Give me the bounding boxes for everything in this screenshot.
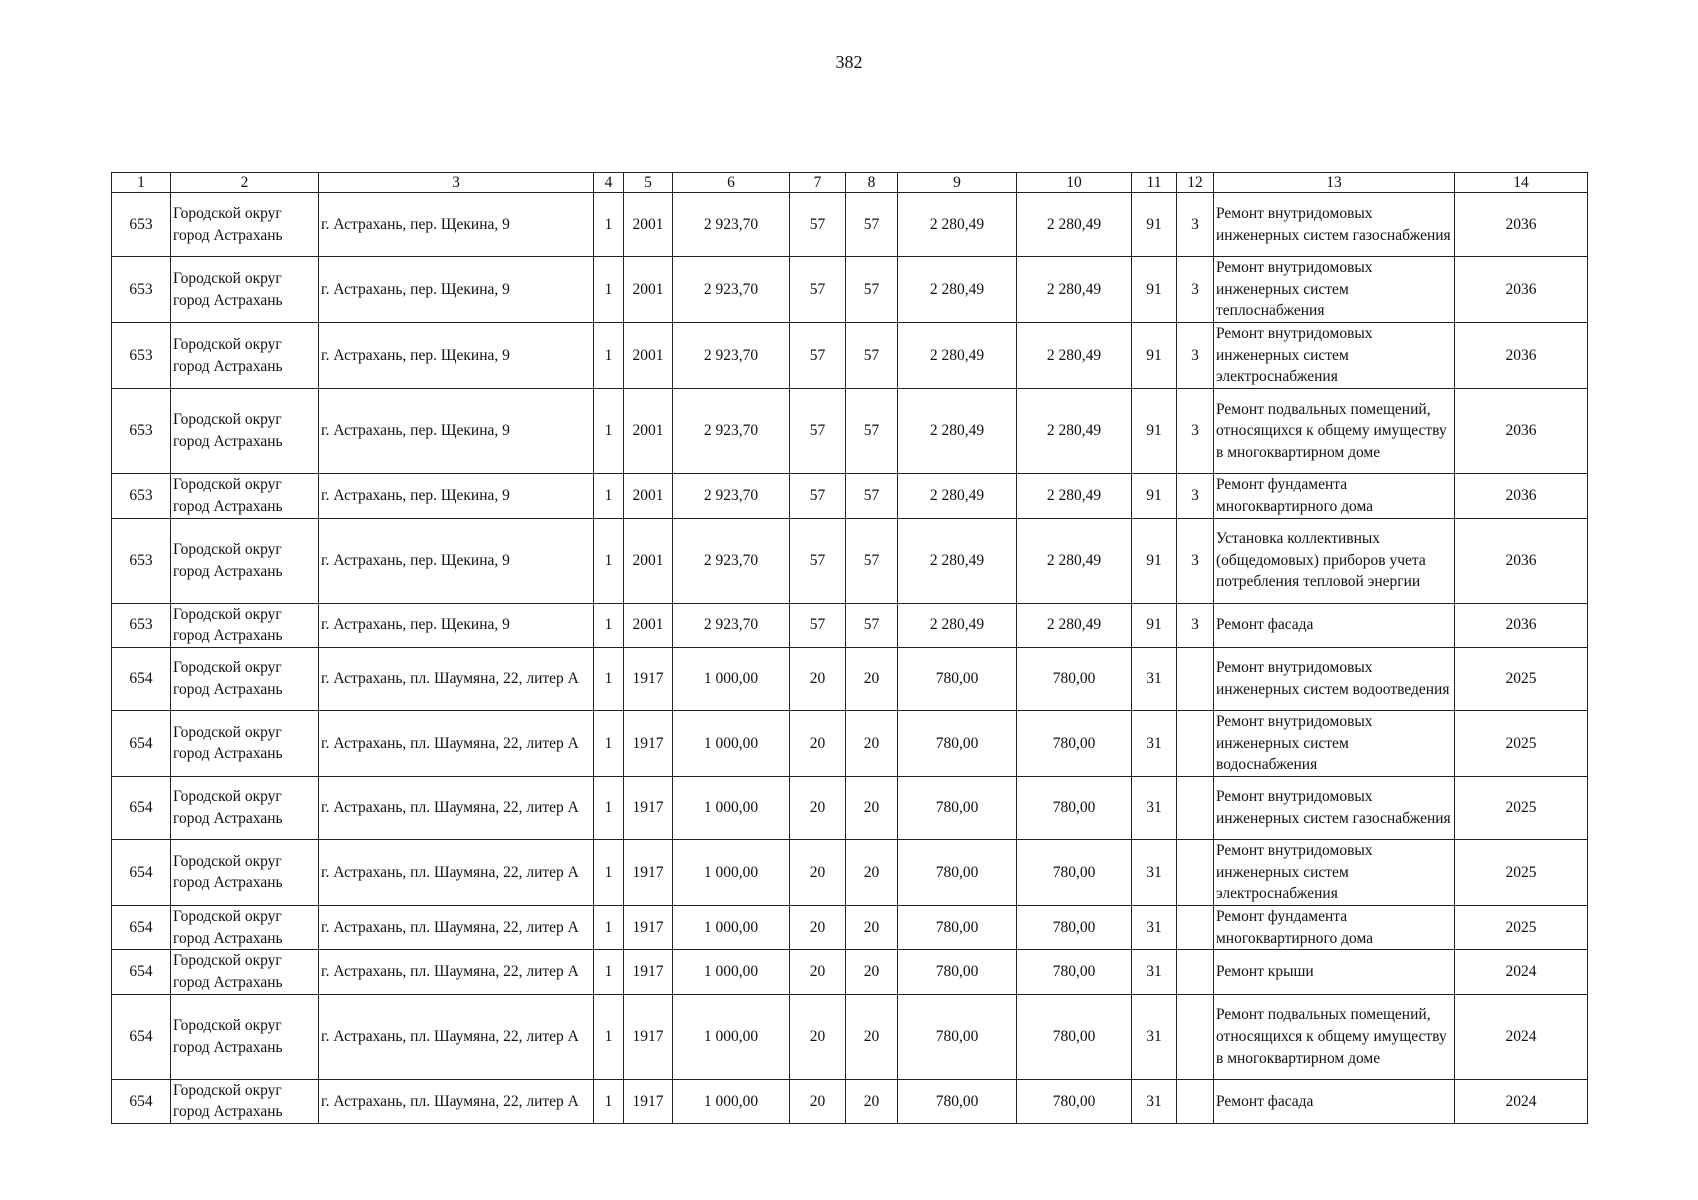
work-type-cell: Ремонт фасада <box>1214 1079 1455 1123</box>
page-number: 382 <box>835 52 863 72</box>
apartments-total-cell: 20 <box>790 776 846 839</box>
year-built-cell: 1917 <box>624 950 673 994</box>
building-count-cell: 1 <box>594 994 624 1079</box>
work-type-cell: Ремонт внутридомовых инженерных систем газоснабжения <box>1214 776 1455 839</box>
column-header-3: 3 <box>319 173 594 193</box>
address-cell: г. Астрахань, пер. Щекина, 9 <box>319 323 594 389</box>
row-number-cell: 654 <box>112 906 171 950</box>
wear-percent-cell: 31 <box>1132 994 1177 1079</box>
building-count-cell: 1 <box>594 710 624 776</box>
apartments-residential-cell: 57 <box>846 389 898 474</box>
wear-percent-cell: 91 <box>1132 257 1177 323</box>
municipality-cell: Городской округ город Астрахань <box>171 518 319 603</box>
floors-cell <box>1177 647 1214 710</box>
area-private-cell: 780,00 <box>1017 647 1132 710</box>
wear-percent-cell: 31 <box>1132 647 1177 710</box>
year-built-cell: 1917 <box>624 1079 673 1123</box>
residential-area-cell: 780,00 <box>898 710 1017 776</box>
building-count-cell: 1 <box>594 323 624 389</box>
total-area-cell: 2 923,70 <box>673 474 790 518</box>
area-private-cell: 780,00 <box>1017 906 1132 950</box>
floors-cell <box>1177 776 1214 839</box>
building-count-cell: 1 <box>594 389 624 474</box>
apartments-total-cell: 20 <box>790 950 846 994</box>
floors-cell: 3 <box>1177 323 1214 389</box>
address-cell: г. Астрахань, пер. Щекина, 9 <box>319 603 594 647</box>
total-area-cell: 1 000,00 <box>673 776 790 839</box>
area-private-cell: 2 280,49 <box>1017 257 1132 323</box>
total-area-cell: 1 000,00 <box>673 950 790 994</box>
wear-percent-cell: 91 <box>1132 603 1177 647</box>
column-header-10: 10 <box>1017 173 1132 193</box>
column-header-11: 11 <box>1132 173 1177 193</box>
row-number-cell: 653 <box>112 323 171 389</box>
planned-year-cell: 2036 <box>1455 257 1588 323</box>
area-private-cell: 780,00 <box>1017 839 1132 905</box>
row-number-cell: 653 <box>112 257 171 323</box>
total-area-cell: 2 923,70 <box>673 323 790 389</box>
planned-year-cell: 2025 <box>1455 647 1588 710</box>
row-number-cell: 654 <box>112 950 171 994</box>
apartments-residential-cell: 57 <box>846 603 898 647</box>
wear-percent-cell: 31 <box>1132 906 1177 950</box>
apartments-residential-cell: 57 <box>846 323 898 389</box>
column-header-2: 2 <box>171 173 319 193</box>
apartments-total-cell: 57 <box>790 474 846 518</box>
year-built-cell: 1917 <box>624 776 673 839</box>
column-header-6: 6 <box>673 173 790 193</box>
area-private-cell: 2 280,49 <box>1017 389 1132 474</box>
table-body <box>112 193 1588 1124</box>
floors-cell <box>1177 839 1214 905</box>
address-cell: г. Астрахань, пл. Шаумяна, 22, литер А <box>319 710 594 776</box>
building-count-cell: 1 <box>594 257 624 323</box>
wear-percent-cell: 91 <box>1132 389 1177 474</box>
table-row <box>112 389 1588 474</box>
floors-cell: 3 <box>1177 603 1214 647</box>
table-row <box>112 603 1588 647</box>
wear-percent-cell: 91 <box>1132 193 1177 257</box>
apartments-total-cell: 20 <box>790 647 846 710</box>
total-area-cell: 2 923,70 <box>673 389 790 474</box>
residential-area-cell: 780,00 <box>898 994 1017 1079</box>
area-private-cell: 780,00 <box>1017 994 1132 1079</box>
total-area-cell: 1 000,00 <box>673 839 790 905</box>
floors-cell: 3 <box>1177 389 1214 474</box>
work-type-cell: Ремонт внутридомовых инженерных систем водоотведения <box>1214 647 1455 710</box>
apartments-residential-cell: 20 <box>846 776 898 839</box>
row-number-cell: 653 <box>112 518 171 603</box>
table-row <box>112 1079 1588 1123</box>
apartments-residential-cell: 20 <box>846 994 898 1079</box>
floors-cell <box>1177 994 1214 1079</box>
municipality-cell: Городской округ город Астрахань <box>171 839 319 905</box>
municipality-cell: Городской округ город Астрахань <box>171 950 319 994</box>
table-row <box>112 710 1588 776</box>
municipality-cell: Городской округ город Астрахань <box>171 603 319 647</box>
area-private-cell: 2 280,49 <box>1017 474 1132 518</box>
municipality-cell: Городской округ город Астрахань <box>171 257 319 323</box>
residential-area-cell: 2 280,49 <box>898 518 1017 603</box>
column-header-4: 4 <box>594 173 624 193</box>
year-built-cell: 2001 <box>624 518 673 603</box>
building-count-cell: 1 <box>594 776 624 839</box>
column-header-1: 1 <box>112 173 171 193</box>
total-area-cell: 1 000,00 <box>673 994 790 1079</box>
row-number-cell: 653 <box>112 474 171 518</box>
table-row <box>112 518 1588 603</box>
year-built-cell: 1917 <box>624 839 673 905</box>
apartments-residential-cell: 57 <box>846 518 898 603</box>
address-cell: г. Астрахань, пер. Щекина, 9 <box>319 193 594 257</box>
area-private-cell: 780,00 <box>1017 776 1132 839</box>
year-built-cell: 2001 <box>624 603 673 647</box>
apartments-total-cell: 57 <box>790 389 846 474</box>
table-row <box>112 193 1588 257</box>
work-type-cell: Ремонт фундамента многоквартирного дома <box>1214 474 1455 518</box>
residential-area-cell: 2 280,49 <box>898 474 1017 518</box>
year-built-cell: 1917 <box>624 710 673 776</box>
table-row <box>112 257 1588 323</box>
wear-percent-cell: 91 <box>1132 474 1177 518</box>
residential-area-cell: 780,00 <box>898 776 1017 839</box>
floors-cell <box>1177 710 1214 776</box>
area-private-cell: 780,00 <box>1017 950 1132 994</box>
residential-area-cell: 2 280,49 <box>898 257 1017 323</box>
building-count-cell: 1 <box>594 193 624 257</box>
apartments-total-cell: 57 <box>790 323 846 389</box>
apartments-residential-cell: 20 <box>846 710 898 776</box>
total-area-cell: 1 000,00 <box>673 906 790 950</box>
building-count-cell: 1 <box>594 603 624 647</box>
wear-percent-cell: 91 <box>1132 518 1177 603</box>
total-area-cell: 2 923,70 <box>673 603 790 647</box>
total-area-cell: 2 923,70 <box>673 257 790 323</box>
area-private-cell: 2 280,49 <box>1017 518 1132 603</box>
apartments-residential-cell: 20 <box>846 950 898 994</box>
municipality-cell: Городской округ город Астрахань <box>171 323 319 389</box>
total-area-cell: 1 000,00 <box>673 710 790 776</box>
column-header-9: 9 <box>898 173 1017 193</box>
building-count-cell: 1 <box>594 906 624 950</box>
apartments-total-cell: 20 <box>790 1079 846 1123</box>
apartments-total-cell: 57 <box>790 603 846 647</box>
apartments-residential-cell: 57 <box>846 193 898 257</box>
apartments-residential-cell: 20 <box>846 906 898 950</box>
area-private-cell: 780,00 <box>1017 1079 1132 1123</box>
wear-percent-cell: 91 <box>1132 323 1177 389</box>
municipality-cell: Городской округ город Астрахань <box>171 193 319 257</box>
address-cell: г. Астрахань, пл. Шаумяна, 22, литер А <box>319 950 594 994</box>
work-type-cell: Ремонт подвальных помещений, относящихся к общему имуществу в многоквартирном доме <box>1214 389 1455 474</box>
planned-year-cell: 2024 <box>1455 950 1588 994</box>
apartments-residential-cell: 20 <box>846 647 898 710</box>
apartments-total-cell: 20 <box>790 710 846 776</box>
address-cell: г. Астрахань, пл. Шаумяна, 22, литер А <box>319 647 594 710</box>
work-type-cell: Ремонт внутридомовых инженерных систем водоснабжения <box>1214 710 1455 776</box>
total-area-cell: 2 923,70 <box>673 518 790 603</box>
residential-area-cell: 2 280,49 <box>898 323 1017 389</box>
row-number-cell: 653 <box>112 603 171 647</box>
municipality-cell: Городской округ город Астрахань <box>171 710 319 776</box>
row-number-cell: 653 <box>112 389 171 474</box>
year-built-cell: 1917 <box>624 647 673 710</box>
residential-area-cell: 780,00 <box>898 950 1017 994</box>
residential-area-cell: 780,00 <box>898 647 1017 710</box>
apartments-residential-cell: 57 <box>846 257 898 323</box>
building-count-cell: 1 <box>594 1079 624 1123</box>
apartments-total-cell: 57 <box>790 257 846 323</box>
apartments-total-cell: 57 <box>790 193 846 257</box>
planned-year-cell: 2036 <box>1455 323 1588 389</box>
municipality-cell: Городской округ город Астрахань <box>171 389 319 474</box>
wear-percent-cell: 31 <box>1132 839 1177 905</box>
building-count-cell: 1 <box>594 474 624 518</box>
work-type-cell: Ремонт крыши <box>1214 950 1455 994</box>
work-type-cell: Ремонт внутридомовых инженерных систем газоснабжения <box>1214 193 1455 257</box>
table-row <box>112 323 1588 389</box>
planned-year-cell: 2024 <box>1455 994 1588 1079</box>
table-row <box>112 474 1588 518</box>
planned-year-cell: 2025 <box>1455 710 1588 776</box>
wear-percent-cell: 31 <box>1132 1079 1177 1123</box>
address-cell: г. Астрахань, пл. Шаумяна, 22, литер А <box>319 906 594 950</box>
address-cell: г. Астрахань, пл. Шаумяна, 22, литер А <box>319 994 594 1079</box>
residential-area-cell: 780,00 <box>898 839 1017 905</box>
total-area-cell: 1 000,00 <box>673 647 790 710</box>
area-private-cell: 2 280,49 <box>1017 323 1132 389</box>
work-type-cell: Ремонт фундамента многоквартирного дома <box>1214 906 1455 950</box>
municipality-cell: Городской округ город Астрахань <box>171 906 319 950</box>
year-built-cell: 2001 <box>624 389 673 474</box>
column-header-14: 14 <box>1455 173 1588 193</box>
table-row <box>112 906 1588 950</box>
residential-area-cell: 2 280,49 <box>898 193 1017 257</box>
total-area-cell: 2 923,70 <box>673 193 790 257</box>
apartments-residential-cell: 20 <box>846 1079 898 1123</box>
residential-area-cell: 780,00 <box>898 906 1017 950</box>
planned-year-cell: 2025 <box>1455 839 1588 905</box>
wear-percent-cell: 31 <box>1132 710 1177 776</box>
address-cell: г. Астрахань, пл. Шаумяна, 22, литер А <box>319 1079 594 1123</box>
address-cell: г. Астрахань, пл. Шаумяна, 22, литер А <box>319 839 594 905</box>
municipality-cell: Городской округ город Астрахань <box>171 776 319 839</box>
apartments-total-cell: 20 <box>790 839 846 905</box>
residential-area-cell: 2 280,49 <box>898 603 1017 647</box>
row-number-cell: 654 <box>112 776 171 839</box>
floors-cell <box>1177 906 1214 950</box>
column-number-row <box>112 173 1588 193</box>
planned-year-cell: 2036 <box>1455 193 1588 257</box>
area-private-cell: 2 280,49 <box>1017 193 1132 257</box>
planned-year-cell: 2036 <box>1455 474 1588 518</box>
year-built-cell: 2001 <box>624 474 673 518</box>
address-cell: г. Астрахань, пер. Щекина, 9 <box>319 257 594 323</box>
total-area-cell: 1 000,00 <box>673 1079 790 1123</box>
residential-area-cell: 2 280,49 <box>898 389 1017 474</box>
work-type-cell: Ремонт внутридомовых инженерных систем электроснабжения <box>1214 323 1455 389</box>
work-type-cell: Ремонт внутридомовых инженерных систем электроснабжения <box>1214 839 1455 905</box>
planned-year-cell: 2036 <box>1455 518 1588 603</box>
year-built-cell: 2001 <box>624 193 673 257</box>
row-number-cell: 654 <box>112 839 171 905</box>
area-private-cell: 2 280,49 <box>1017 603 1132 647</box>
column-header-7: 7 <box>790 173 846 193</box>
table-header <box>112 173 1588 193</box>
work-type-cell: Ремонт подвальных помещений, относящихся к общему имуществу в многоквартирном доме <box>1214 994 1455 1079</box>
planned-year-cell: 2025 <box>1455 906 1588 950</box>
year-built-cell: 1917 <box>624 906 673 950</box>
building-count-cell: 1 <box>594 839 624 905</box>
building-count-cell: 1 <box>594 647 624 710</box>
planned-year-cell: 2025 <box>1455 776 1588 839</box>
planned-year-cell: 2024 <box>1455 1079 1588 1123</box>
address-cell: г. Астрахань, пер. Щекина, 9 <box>319 389 594 474</box>
municipality-cell: Городской округ город Астрахань <box>171 1079 319 1123</box>
row-number-cell: 653 <box>112 193 171 257</box>
municipality-cell: Городской округ город Астрахань <box>171 647 319 710</box>
planned-year-cell: 2036 <box>1455 389 1588 474</box>
row-number-cell: 654 <box>112 647 171 710</box>
year-built-cell: 1917 <box>624 994 673 1079</box>
table-row <box>112 839 1588 905</box>
floors-cell <box>1177 1079 1214 1123</box>
floors-cell: 3 <box>1177 474 1214 518</box>
municipality-cell: Городской округ город Астрахань <box>171 994 319 1079</box>
area-private-cell: 780,00 <box>1017 710 1132 776</box>
work-type-cell: Установка коллективных (общедомовых) приборов учета потребления тепловой энергии <box>1214 518 1455 603</box>
capital-repair-table <box>111 172 1588 1124</box>
row-number-cell: 654 <box>112 1079 171 1123</box>
work-type-cell: Ремонт фасада <box>1214 603 1455 647</box>
column-header-13: 13 <box>1214 173 1455 193</box>
wear-percent-cell: 31 <box>1132 950 1177 994</box>
column-header-5: 5 <box>624 173 673 193</box>
row-number-cell: 654 <box>112 710 171 776</box>
municipality-cell: Городской округ город Астрахань <box>171 474 319 518</box>
apartments-residential-cell: 57 <box>846 474 898 518</box>
residential-area-cell: 780,00 <box>898 1079 1017 1123</box>
floors-cell: 3 <box>1177 518 1214 603</box>
work-type-cell: Ремонт внутридомовых инженерных систем теплоснабжения <box>1214 257 1455 323</box>
address-cell: г. Астрахань, пер. Щекина, 9 <box>319 518 594 603</box>
address-cell: г. Астрахань, пл. Шаумяна, 22, литер А <box>319 776 594 839</box>
apartments-residential-cell: 20 <box>846 839 898 905</box>
apartments-total-cell: 20 <box>790 994 846 1079</box>
apartments-total-cell: 20 <box>790 906 846 950</box>
apartments-total-cell: 57 <box>790 518 846 603</box>
floors-cell <box>1177 950 1214 994</box>
building-count-cell: 1 <box>594 518 624 603</box>
column-header-12: 12 <box>1177 173 1214 193</box>
planned-year-cell: 2036 <box>1455 603 1588 647</box>
floors-cell: 3 <box>1177 257 1214 323</box>
table-row <box>112 647 1588 710</box>
table-row <box>112 994 1588 1079</box>
floors-cell: 3 <box>1177 193 1214 257</box>
year-built-cell: 2001 <box>624 323 673 389</box>
address-cell: г. Астрахань, пер. Щекина, 9 <box>319 474 594 518</box>
wear-percent-cell: 31 <box>1132 776 1177 839</box>
row-number-cell: 654 <box>112 994 171 1079</box>
year-built-cell: 2001 <box>624 257 673 323</box>
table-row <box>112 776 1588 839</box>
column-header-8: 8 <box>846 173 898 193</box>
table-row <box>112 950 1588 994</box>
building-count-cell: 1 <box>594 950 624 994</box>
